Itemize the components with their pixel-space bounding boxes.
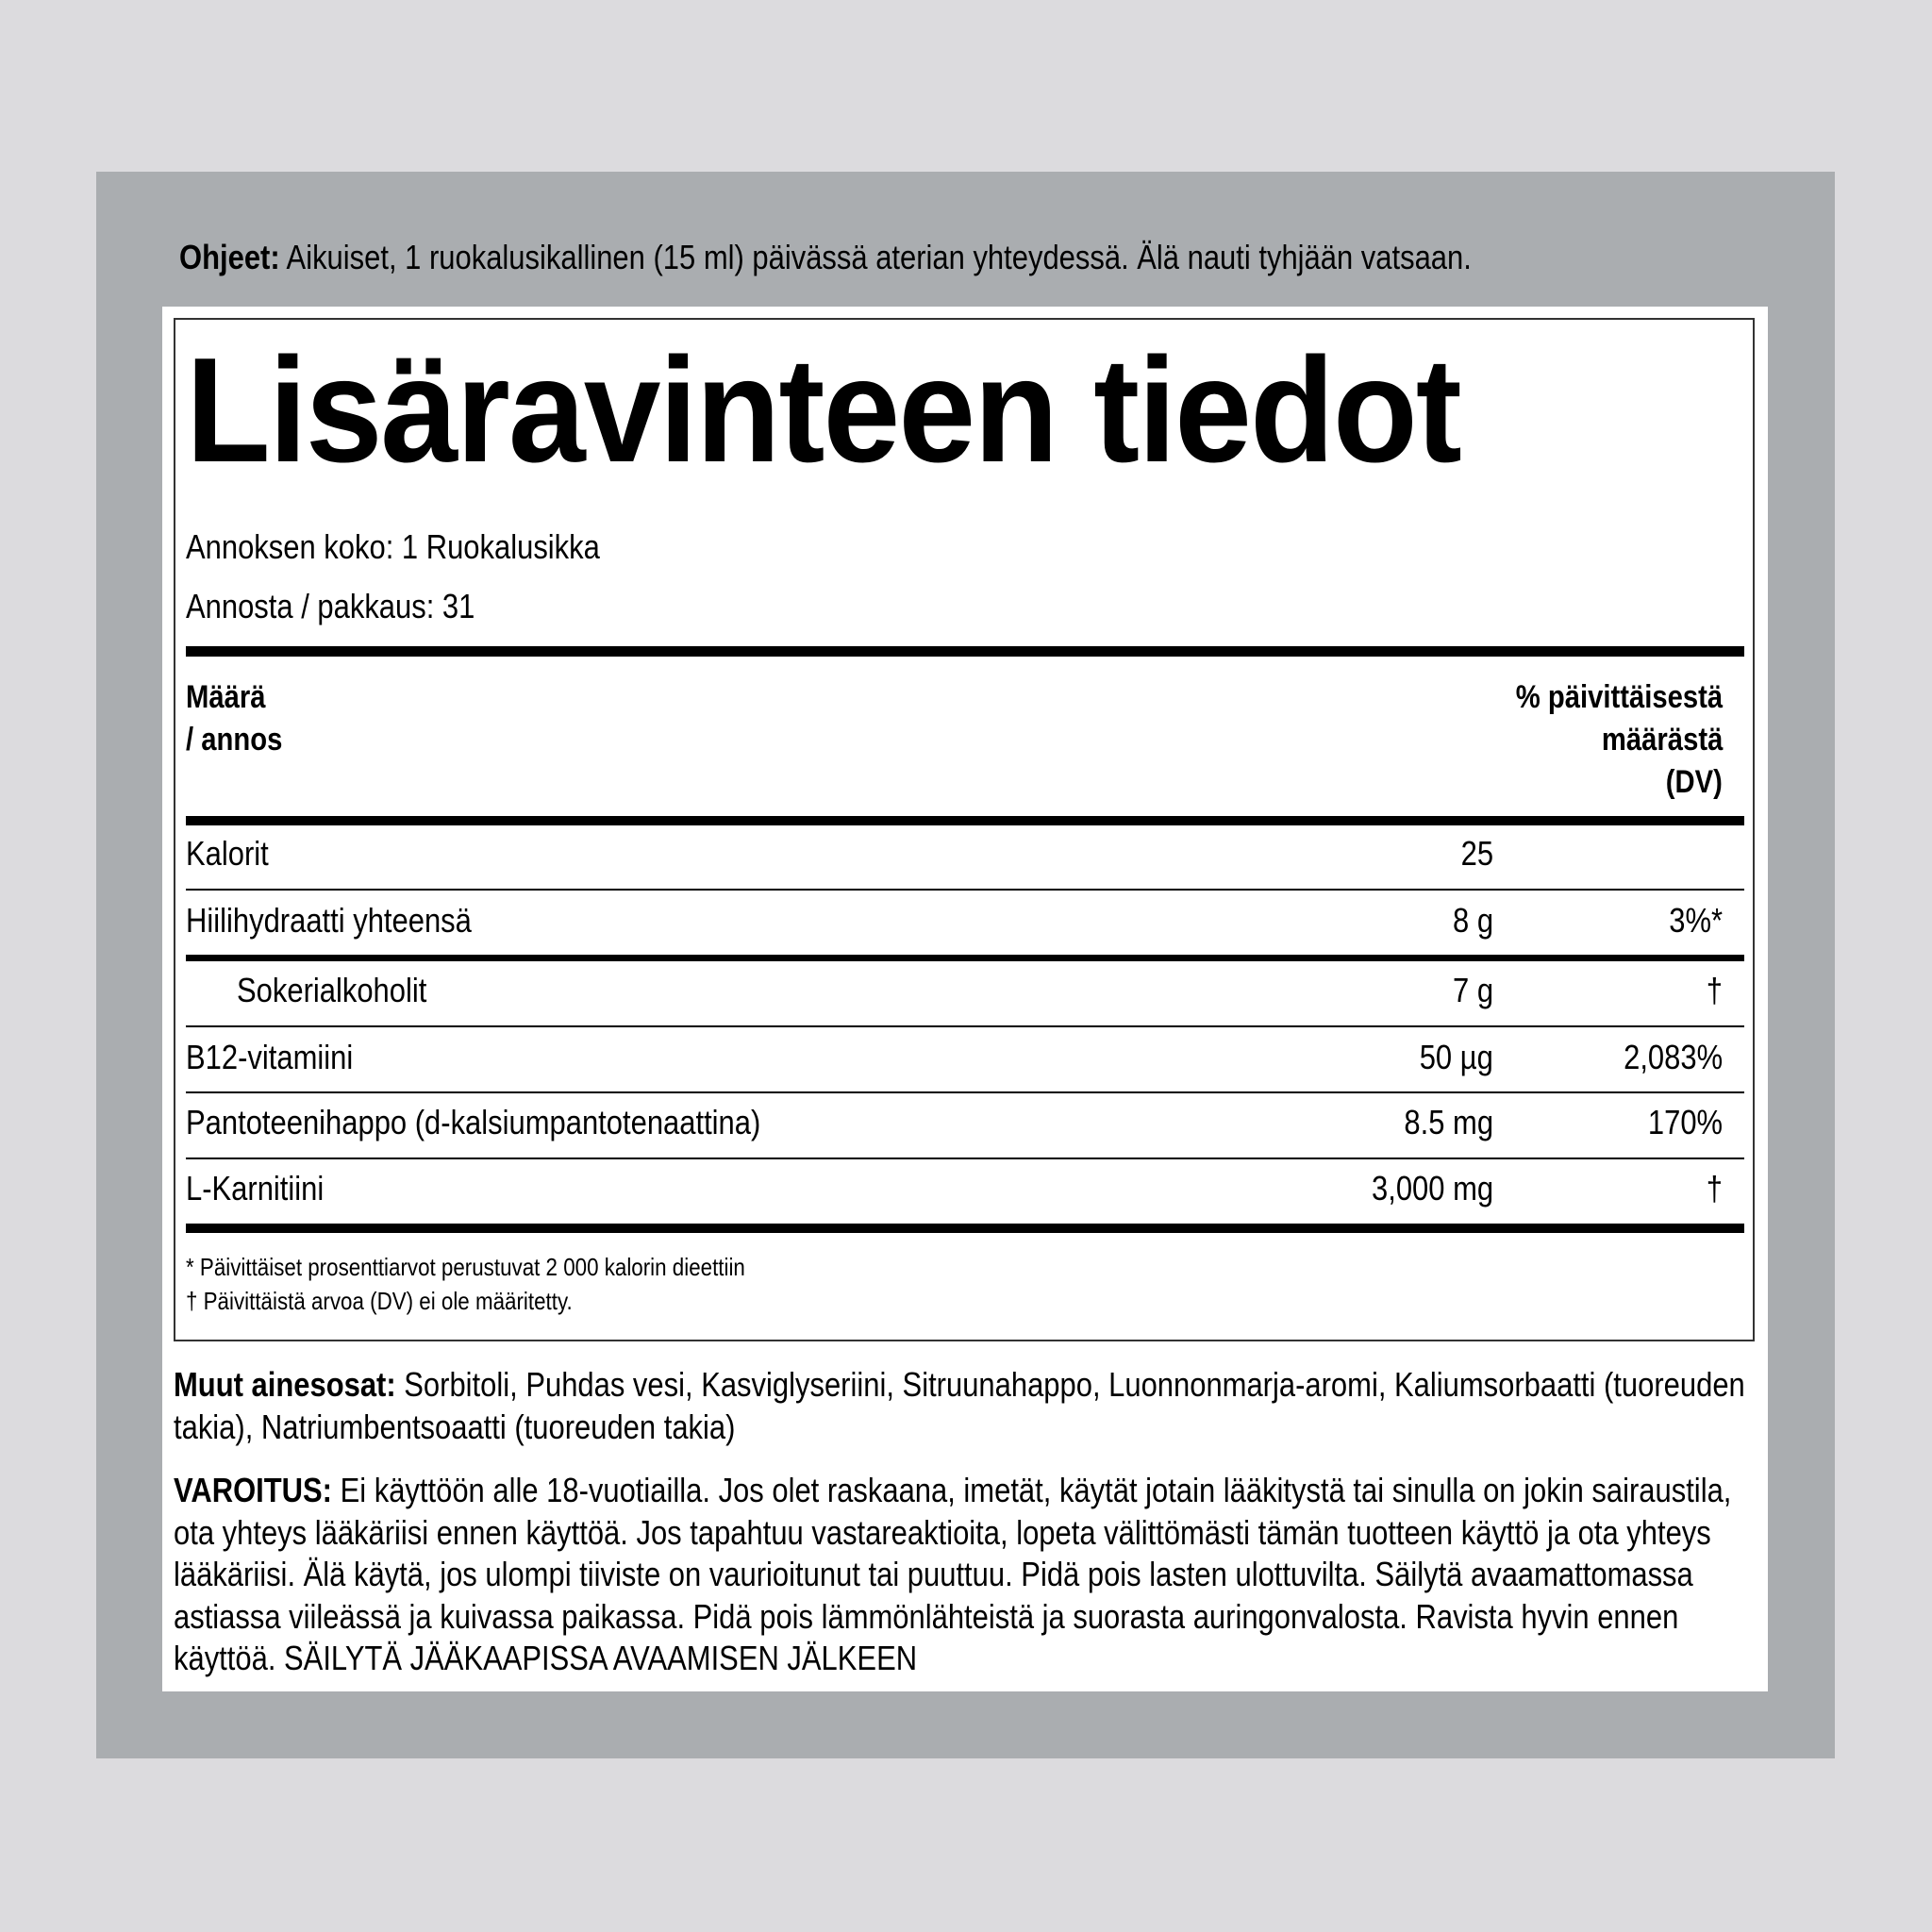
row-dv: 170% xyxy=(1647,1103,1723,1141)
row-name: L-Karnitiini xyxy=(186,1169,325,1208)
directions-label: Ohjeet: xyxy=(179,238,280,276)
header-amount-1: Määrä xyxy=(186,679,266,715)
other-ingredients-label: Muut ainesosat: xyxy=(174,1365,396,1404)
footnote-dv-not-established: † Päivittäistä arvoa (DV) ei ole määritetty. xyxy=(186,1287,573,1315)
footnote-dv-basis: * Päivittäiset prosenttiarvot perustuvat 2 000 kalorin dieettiin xyxy=(186,1253,745,1281)
header-dv-2: määrästä xyxy=(1601,722,1723,758)
divider xyxy=(186,1158,1744,1159)
row-dv: 3%* xyxy=(1669,901,1723,940)
row-name: Hiilihydraatti yhteensä xyxy=(186,901,472,940)
row-amount: 8 g xyxy=(1452,901,1493,940)
divider xyxy=(186,1091,1744,1093)
thick-divider xyxy=(186,1224,1744,1233)
other-ingredients-text: Sorbitoli, Puhdas vesi, Kasviglyseriini, Sitruunahappo, Luonnonmarja-aromi, Kaliumsorbaatti (tuoreuden takia), Natriumbentsoaatti (tuoreuden takia) xyxy=(174,1365,1745,1446)
row-name: Sokerialkoholit xyxy=(237,971,427,1009)
row-amount: 3,000 mg xyxy=(1371,1169,1493,1208)
warning xyxy=(174,1470,1764,1680)
row-amount: 50 µg xyxy=(1419,1038,1493,1076)
thick-divider xyxy=(186,816,1744,825)
serving-size: Annoksen koko: 1 Ruokalusikka xyxy=(186,527,600,566)
directions xyxy=(179,237,1472,278)
row-dv: 2,083% xyxy=(1623,1038,1723,1076)
divider xyxy=(186,1025,1744,1027)
warning-label: VAROITUS: xyxy=(174,1471,332,1509)
row-dv: † xyxy=(1706,1169,1723,1208)
row-dv: † xyxy=(1706,971,1723,1009)
row-amount: 8.5 mg xyxy=(1404,1103,1493,1141)
divider xyxy=(186,889,1744,891)
header-amount-2: / annos xyxy=(186,722,283,758)
servings-per-container: Annosta / pakkaus: 31 xyxy=(186,587,475,625)
row-name: Kalorit xyxy=(186,834,269,873)
facts-title: Lisäravinteen tiedot xyxy=(186,327,1460,493)
directions-text: Aikuiset, 1 ruokalusikallinen (15 ml) päivässä aterian yhteydessä. Älä nauti tyhjään vatsaan. xyxy=(279,238,1472,276)
row-amount: 25 xyxy=(1460,834,1493,873)
warning-text: Ei käyttöön alle 18-vuotiailla. Jos olet raskaana, imetät, käytät jotain lääkitystä tai sinulla on jokin sairaustila, ota yhteys lääkäriisi ennen käyttöä. Jos tapahtuu vastareaktioita, lopeta välittömästi tämän tuotteen käyttö ja ota yhteys lääkäriisi. Älä käytä, jos ulompi tiiviste on vaurioitunut tai puuttuu. Pidä pois lasten ulottuvilta. Säilytä avaamattomassa astiassa viileässä ja kuivassa paikassa. Pidä pois lämmönlähteistä ja suorasta auringonvalosta. Ravista hyvin ennen käyttöä. SÄILYTÄ JÄÄKAAPISSA AVAAMISEN JÄLKEEN xyxy=(174,1471,1732,1677)
header-dv-1: % päivittäisestä xyxy=(1515,679,1723,715)
header-dv-3: (DV) xyxy=(1665,764,1723,800)
row-name: Pantoteenihappo (d-kalsiumpantotenaattina) xyxy=(186,1103,761,1141)
other-ingredients xyxy=(174,1364,1764,1448)
thick-divider xyxy=(186,646,1744,657)
row-name: B12-vitamiini xyxy=(186,1038,354,1076)
medium-divider xyxy=(186,955,1744,961)
row-amount: 7 g xyxy=(1452,971,1493,1009)
